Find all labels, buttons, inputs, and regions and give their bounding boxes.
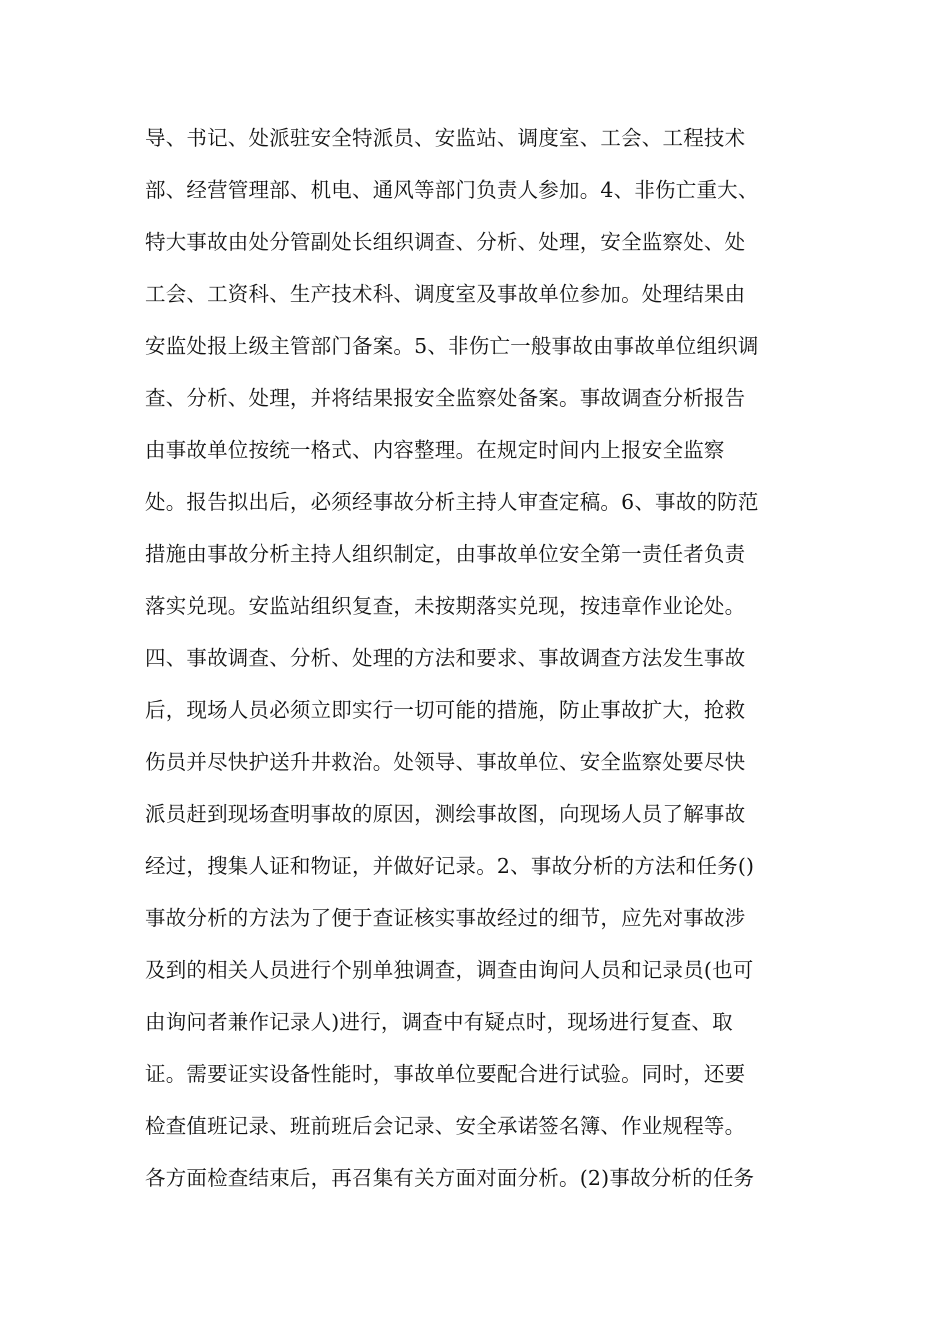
text-line: 措施由事故分析主持人组织制定，由事故单位安全第一责任者负责 [145,542,746,566]
text-line: 证。需要证实设备性能时，事故单位要配合进行试验。同时，还要 [145,1062,746,1086]
text-line: 检查值班记录、班前班后会记录、安全承诺签名簿、作业规程等。 [145,1114,746,1138]
text-line: 四、事故调查、分析、处理的方法和要求、事故调查方法发生事故 [145,646,746,670]
text-line: 后，现场人员必须立即实行一切可能的措施，防止事故扩大，抢救 [145,698,746,722]
text-line: 及到的相关人员进行个别单独调查，调查由询问人员和记录员(也可 [145,958,754,982]
text-line: 特大事故由处分管副处长组织调查、分析、处理，安全监察处、处 [145,230,746,254]
body-text [145,116,815,1208]
text-line: 事故分析的方法为了便于查证核实事故经过的细节，应先对事故涉 [145,906,746,930]
text-line: 伤员并尽快护送升井救治。处领导、事故单位、安全监察处要尽快 [145,750,746,774]
text-line: 落实兑现。安监站组织复查，未按期落实兑现，按违章作业论处。 [145,594,746,618]
text-line: 部、经营管理部、机电、通风等部门负责人参加。4、非伤亡重大、 [145,178,759,202]
text-line: 安监处报上级主管部门备案。5、非伤亡一般事故由事故单位组织调 [145,334,759,358]
text-line: 导、书记、处派驻安全特派员、安监站、调度室、工会、工程技术 [145,126,746,150]
text-line: 查、分析、处理，并将结果报安全监察处备案。事故调查分析报告 [145,386,746,410]
text-line: 由询问者兼作记录人)进行，调查中有疑点时，现场进行复查、取 [145,1010,733,1034]
text-line: 处。报告拟出后，必须经事故分析主持人审查定稿。6、事故的防范 [145,490,759,514]
text-line: 经过，搜集人证和物证，并做好记录。2、事故分析的方法和任务() [145,854,755,878]
text-line: 工会、工资科、生产技术科、调度室及事故单位参加。处理结果由 [145,282,746,306]
text-line: 各方面检查结束后，再召集有关方面对面分析。(2)事故分析的任务 [145,1166,755,1190]
text-line: 由事故单位按统一格式、内容整理。在规定时间内上报安全监察 [145,438,725,462]
text-line: 派员赶到现场查明事故的原因，测绘事故图，向现场人员了解事故 [145,802,746,826]
